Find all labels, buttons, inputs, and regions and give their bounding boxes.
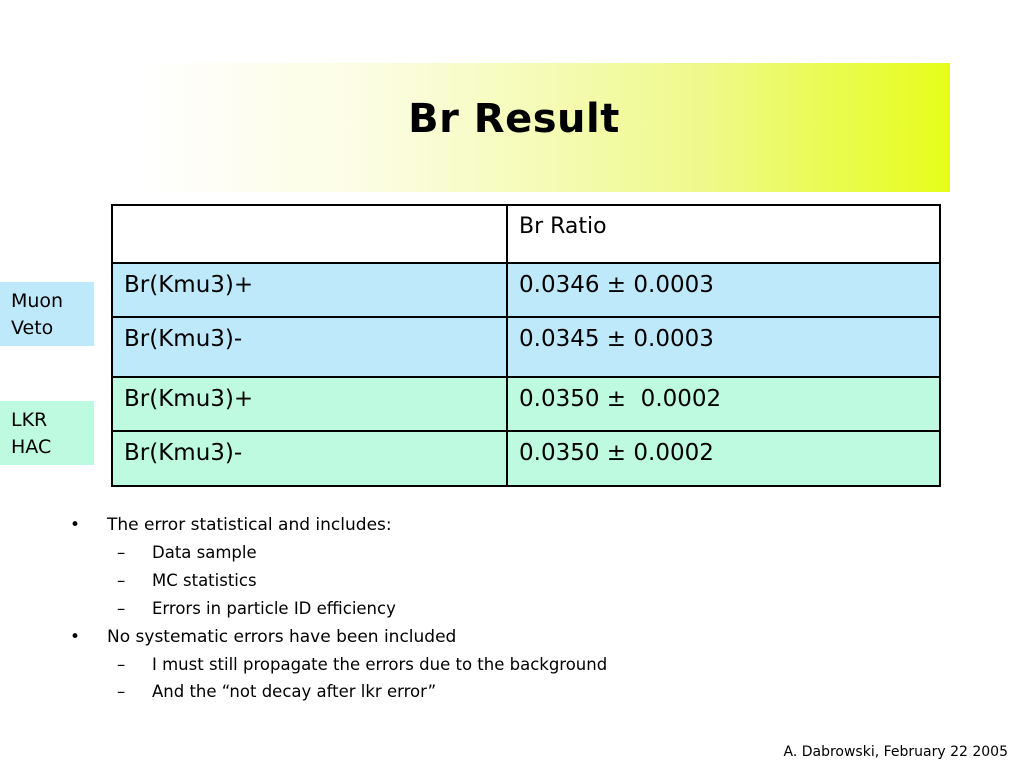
- table-cell-br-value: 0.0350 ± 0.0002: [507, 377, 940, 431]
- table-row: [112, 317, 940, 377]
- bullet-dot: •: [70, 627, 81, 647]
- sub-bullet-text: I must still propagate the errors due to the background: [152, 655, 608, 674]
- table-row: [112, 377, 940, 431]
- table-cell-br-value: 0.0345 ± 0.0003: [507, 317, 940, 377]
- table-cell-br-value: 0.0346 ± 0.0003: [507, 263, 940, 317]
- table-header-cell-br-ratio: Br Ratio: [507, 205, 940, 263]
- table-header-cell: [112, 205, 507, 263]
- table-cell-channel: Br(Kmu3)+: [112, 377, 507, 431]
- slide-title: Br Result: [408, 96, 620, 142]
- sub-bullet-text: Errors in particle ID efficiency: [152, 599, 396, 618]
- bullet-dot: •: [70, 515, 81, 535]
- br-result-table: [111, 204, 941, 487]
- table-cell-channel: Br(Kmu3)-: [112, 431, 507, 486]
- sub-bullet-text: And the “not decay after lkr error”: [152, 682, 437, 701]
- sub-bullet-dash: –: [117, 682, 126, 701]
- sub-bullet-text: MC statistics: [152, 571, 257, 590]
- footer-author-date: A. Dabrowski, February 22 2005: [783, 744, 1008, 760]
- sub-bullet-dash: –: [117, 543, 126, 562]
- sub-bullet-dash: –: [117, 655, 126, 674]
- table-row: [112, 263, 940, 317]
- table-header-row: [112, 205, 940, 263]
- bullet-text: No systematic errors have been included: [107, 627, 457, 647]
- bullet-text: The error statistical and includes:: [107, 515, 392, 535]
- sub-bullet-dash: –: [117, 571, 126, 590]
- table-cell-channel: Br(Kmu3)+: [112, 263, 507, 317]
- table-cell-br-value: 0.0350 ± 0.0002: [507, 431, 940, 486]
- muon-veto-label-line1: Muon: [11, 290, 64, 312]
- sub-bullet-dash: –: [117, 599, 126, 618]
- muon-veto-label: [0, 282, 94, 346]
- table-row: [112, 431, 940, 486]
- lkr-hac-label-line2: HAC: [11, 436, 52, 458]
- muon-veto-label-line2: Veto: [11, 317, 54, 339]
- lkr-hac-label: [0, 401, 94, 465]
- table-cell-channel: Br(Kmu3)-: [112, 317, 507, 377]
- sub-bullet-text: Data sample: [152, 543, 257, 562]
- lkr-hac-label-line1: LKR: [11, 409, 48, 431]
